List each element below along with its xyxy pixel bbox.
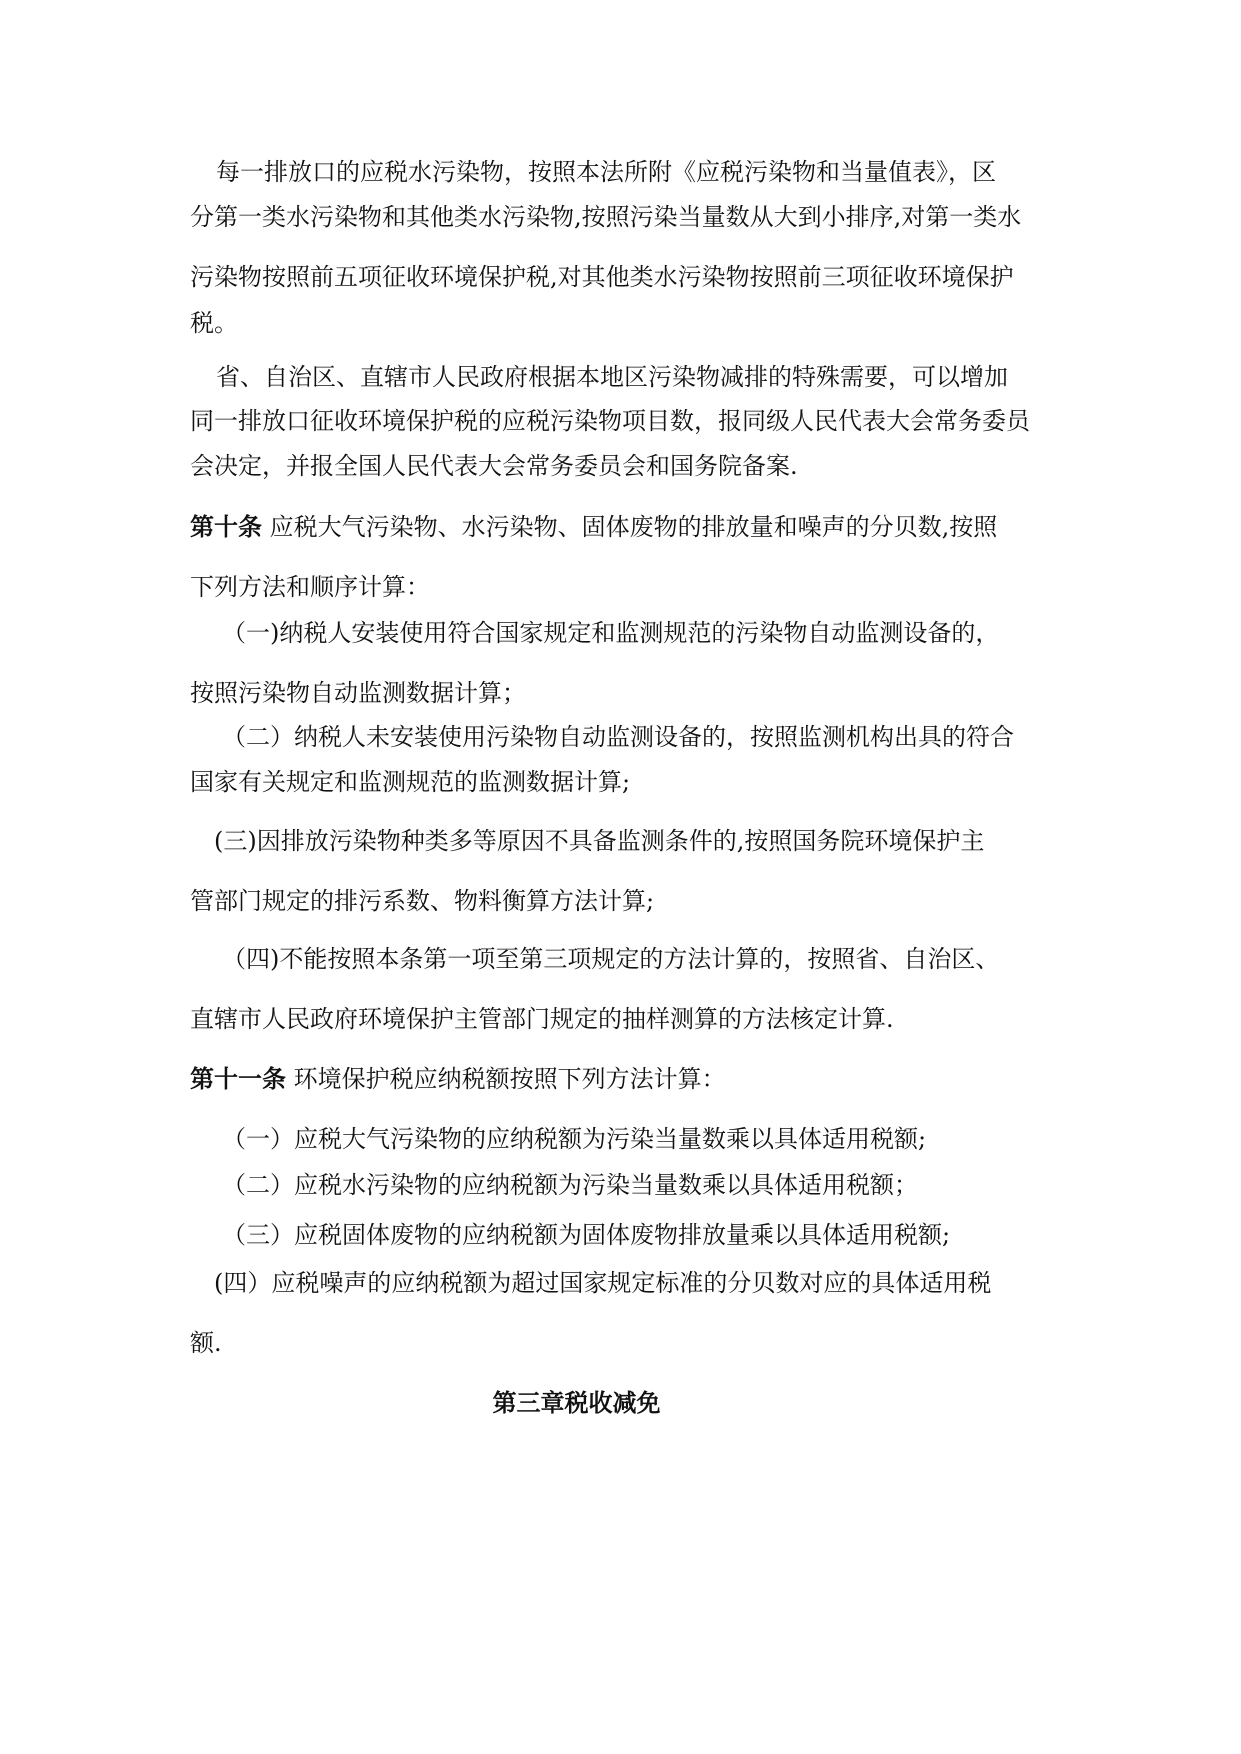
list-item-line: 国家有关规定和监测规范的监测数据计算; (190, 768, 631, 796)
list-item-line: （一）应税大气污染物的应纳税额为污染当量数乘以具体适用税额; (222, 1125, 927, 1153)
paragraph-line: 同一排放口征收环境保护税的应税污染物项目数，报同级人民代表大会常务委员 (190, 407, 1030, 435)
article-11-intro (190, 1064, 1050, 1094)
list-item-line: （四)不能按照本条第一项至第三项规定的方法计算的，按照省、自治区、 (222, 945, 1000, 973)
article-11-title: 第十一条 (190, 1064, 286, 1093)
paragraph-line: 省、自治区、直辖市人民政府根据本地区污染物减排的特殊需要，可以增加 (216, 363, 1008, 391)
paragraph-line: 每一排放口的应税水污染物，按照本法所附《应税污染物和当量值表》，区 (216, 158, 996, 186)
paragraph-line: 分第一类水污染物和其他类水污染物,按照污染当量数从大到小排序,对第一类水 (190, 203, 1022, 231)
list-item-line: （二）应税水污染物的应纳税额为污染当量数乘以具体适用税额； (222, 1171, 918, 1199)
list-item-line: (三)因排放污染物种类多等原因不具备监测条件的,按照国务院环境保护主 (214, 827, 985, 855)
list-item-line: （一)纳税人安装使用符合国家规定和监测规范的污染物自动监测设备的， (222, 619, 1000, 647)
list-item-line: 按照污染物自动监测数据计算； (190, 679, 526, 707)
list-item-line: 额. (190, 1329, 222, 1357)
list-item-line: 直辖市人民政府环境保护主管部门规定的抽样测算的方法核定计算. (190, 1005, 894, 1033)
list-item-line: （二）纳税人未安装使用污染物自动监测设备的，按照监测机构出具的符合 (222, 723, 1014, 751)
paragraph-line: 污染物按照前五项征收环境保护税,对其他类水污染物按照前三项征收环境保护 (190, 263, 1014, 291)
paragraph-line: 下列方法和顺序计算： (190, 573, 430, 601)
paragraph-line: 税。 (190, 309, 238, 337)
article-10-text: 应税大气污染物、水污染物、固体废物的排放量和噪声的分贝数,按照 (262, 513, 998, 541)
article-10-title: 第十条 (190, 512, 262, 541)
paragraph-line: 会决定，并报全国人民代表大会常务委员会和国务院备案. (190, 452, 798, 480)
article-10-intro (190, 512, 998, 542)
article-11-text: 环境保护税应纳税额按照下列方法计算： (286, 1065, 726, 1093)
chapter-heading: 第三章税收减免 (492, 1388, 661, 1417)
list-item-line: （三）应税固体废物的应纳税额为固体废物排放量乘以具体适用税额; (222, 1221, 951, 1249)
list-item-line: 管部门规定的排污系数、物料衡算方法计算; (190, 887, 655, 915)
list-item-line: (四）应税噪声的应纳税额为超过国家规定标准的分贝数对应的具体适用税 (214, 1269, 992, 1297)
